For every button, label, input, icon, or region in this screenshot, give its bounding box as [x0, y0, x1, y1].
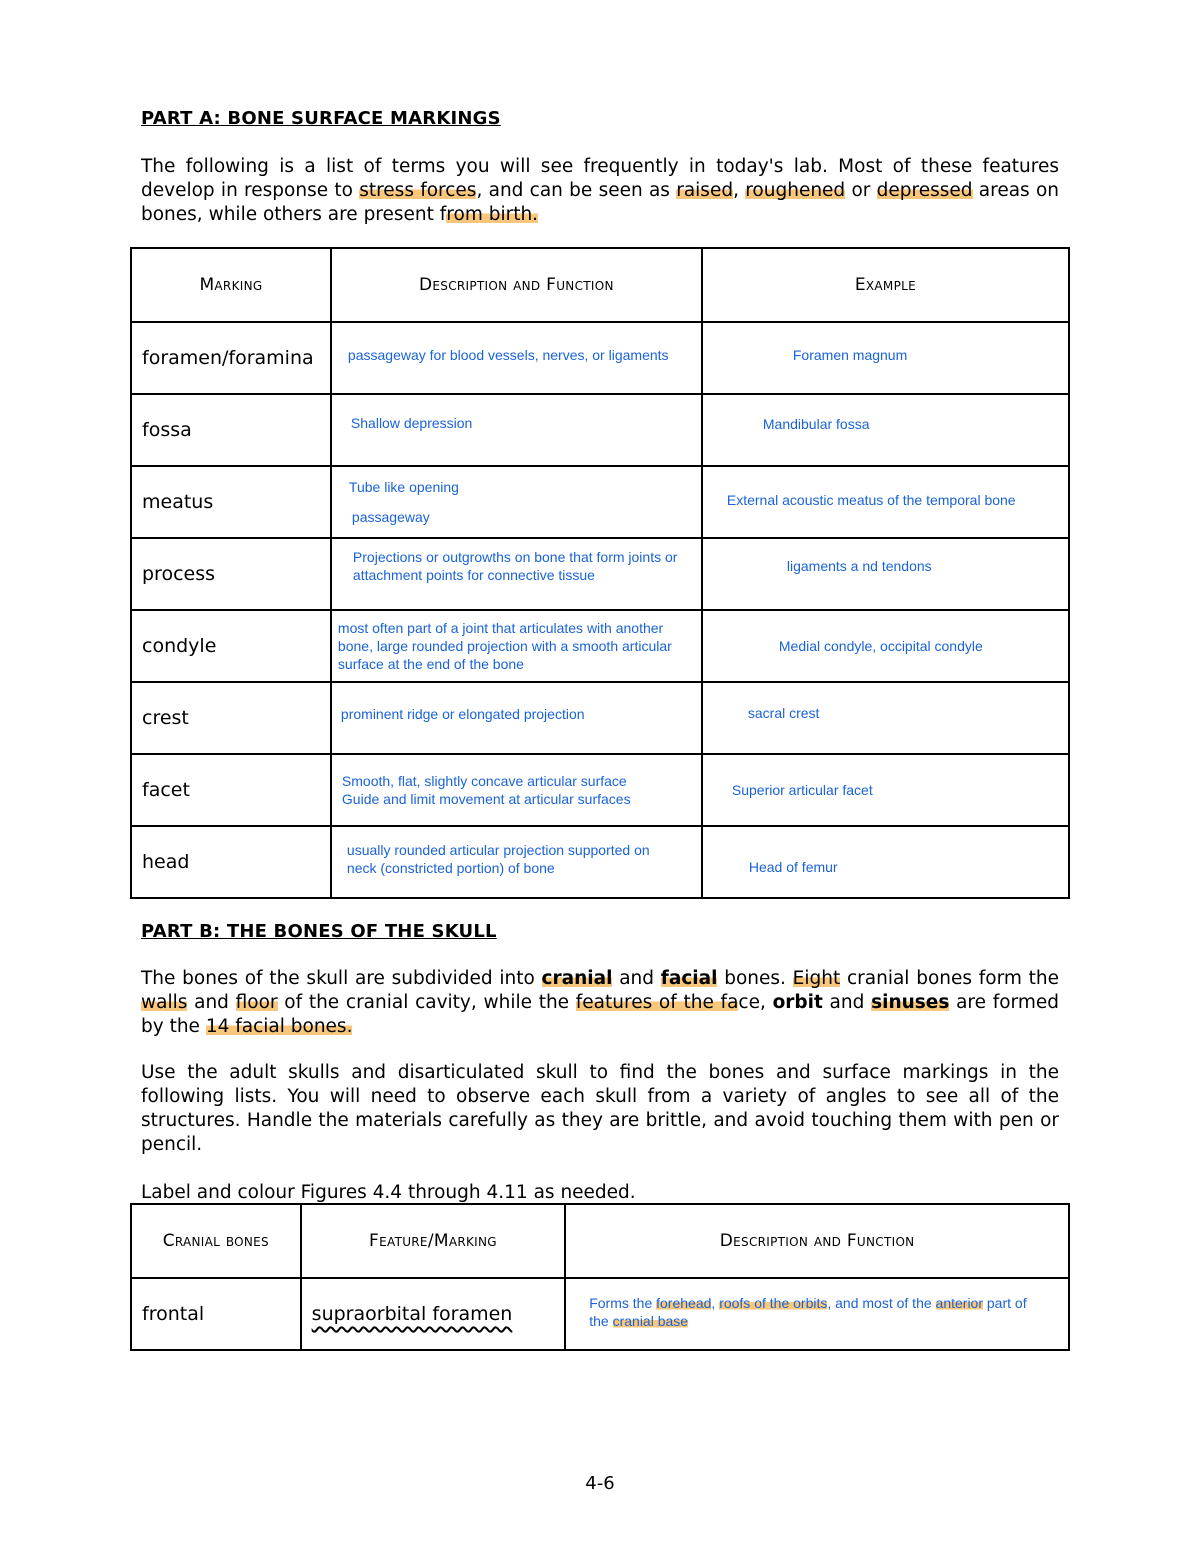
highlight-bold: cranial — [541, 968, 613, 989]
highlight: roofs of the orbits — [719, 1295, 828, 1311]
handwritten-description: usually rounded articular projection supported on neck (constricted portion) of bone — [346, 842, 650, 876]
header-cranial-bones: Cranial bones — [131, 1204, 301, 1278]
description-cell — [331, 394, 702, 466]
example-cell — [702, 610, 1069, 682]
header-description: Description and Function — [565, 1204, 1069, 1278]
highlight: features of the fa — [575, 992, 739, 1013]
description-cell — [331, 610, 702, 682]
term-cell: fossa — [131, 394, 331, 466]
handwritten-example: sacral crest — [747, 705, 820, 721]
description-cell — [331, 322, 702, 394]
header-example: Example — [702, 248, 1069, 322]
highlight: cranial base — [612, 1313, 689, 1329]
part-b-instructions: Use the adult skulls and disarticulated skull to find the bones and surface markings in the following lists. You will need to observe each skull from a variety of angles to see all of the structures. Handle the materials carefully as they are brittle, and avoid touching them with pen or pencil. — [141, 1062, 1059, 1155]
page-number: 4-6 — [585, 1473, 615, 1494]
table-header-row — [131, 248, 1069, 322]
highlight: raised — [676, 180, 734, 201]
handwritten-description: prominent ridge or elongated projection — [340, 706, 585, 722]
handwritten-example: Mandibular fossa — [762, 416, 870, 432]
highlight: walls — [141, 992, 188, 1013]
highlight-bold: facial — [660, 968, 718, 989]
table-row — [131, 754, 1069, 826]
handwritten-description: passageway for blood vessels, nerves, or ligaments — [347, 347, 669, 363]
handwritten-description: Projections or outgrowths on bone that form joints or attachment points for connective tissue — [352, 549, 678, 583]
description-cell — [331, 826, 702, 898]
handwritten-example: ligaments a nd tendons — [786, 558, 932, 574]
table-row — [131, 538, 1069, 610]
handwritten-example: Superior articular facet — [731, 782, 873, 798]
handwritten-description: most often part of a joint that articulates with another bone, large rounded projection with a smooth articular surface at the end of the bone — [337, 620, 672, 672]
example-cell — [702, 466, 1069, 538]
highlight: floor — [235, 992, 278, 1013]
example-cell — [702, 682, 1069, 754]
highlight: stress forces — [359, 180, 477, 201]
table-row — [131, 826, 1069, 898]
highlight: roughened — [745, 180, 846, 201]
highlight-bold: sinuses — [871, 992, 950, 1013]
header-description: Description and Function — [331, 248, 702, 322]
description-cell — [565, 1278, 1069, 1350]
bone-cell: frontal — [131, 1278, 301, 1350]
handwritten-description: Forms the forehead, roofs of the orbits, and most of the anterior part of the cranial base — [589, 1295, 1027, 1329]
highlight: 14 facial bones. — [205, 1016, 353, 1037]
description-cell — [331, 682, 702, 754]
description-cell — [331, 466, 702, 538]
example-cell — [702, 754, 1069, 826]
part-b-heading: PART B: THE BONES OF THE SKULL — [141, 921, 497, 942]
handwritten-example: Medial condyle, occipital condyle — [778, 638, 983, 654]
part-a-intro: The following is a list of terms you will see frequently in today's lab. Most of these features develop in response to stress forces, and can be seen as raised, roughened or depressed areas on bones, while others are present from birth. — [141, 156, 1059, 225]
table-row — [131, 394, 1069, 466]
table-row — [131, 466, 1069, 538]
bold-term: orbit — [772, 992, 823, 1013]
handwritten-example: External acoustic meatus of the temporal bone — [726, 492, 1016, 508]
header-feature: Feature/Marking — [301, 1204, 566, 1278]
table-header-row — [131, 1204, 1069, 1278]
example-cell — [702, 826, 1069, 898]
highlight: forehead — [656, 1295, 712, 1311]
table-row — [131, 610, 1069, 682]
highlight: rom birth. — [446, 204, 539, 225]
cranial-bones-table — [130, 1203, 1070, 1351]
feature-cell — [301, 1278, 566, 1350]
part-a-heading: PART A: BONE SURFACE MARKINGS — [141, 108, 501, 129]
part-b-intro: The bones of the skull are subdivided into cranial and facial bones. Eight cranial bones form the walls and floor of the cranial cavity, while the features of the face, orbit and sinuses are formed by the 14 facial bones. — [141, 968, 1060, 1037]
description-cell — [331, 538, 702, 610]
highlight: Eight — [792, 968, 841, 989]
header-marking: Marking — [131, 248, 331, 322]
term-cell: condyle — [131, 610, 331, 682]
table-row — [131, 1278, 1069, 1350]
term-cell: process — [131, 538, 331, 610]
example-cell — [702, 322, 1069, 394]
part-b-label-note: Label and colour Figures 4.4 through 4.11 as needed. — [141, 1182, 636, 1203]
handwritten-description: Shallow depression — [350, 415, 473, 431]
term-cell: facet — [131, 754, 331, 826]
example-cell — [702, 394, 1069, 466]
term-cell: head — [131, 826, 331, 898]
table-row — [131, 682, 1069, 754]
term-cell: foramen/foramina — [131, 322, 331, 394]
term-cell: crest — [131, 682, 331, 754]
feature-text: supraorbital foramen — [311, 1303, 513, 1325]
handwritten-description: Smooth, flat, slightly concave articular surface Guide and limit movement at articular surfaces — [341, 773, 631, 807]
handwritten-example: Head of femur — [748, 859, 838, 875]
highlight: depressed — [876, 180, 973, 201]
handwritten-example: Foramen magnum — [792, 347, 908, 363]
highlight: anterior — [935, 1295, 983, 1311]
bone-markings-table — [130, 247, 1070, 899]
example-cell — [702, 538, 1069, 610]
description-cell — [331, 754, 702, 826]
handwritten-description-2: passageway — [351, 509, 430, 525]
handwritten-description: Tube like opening — [348, 479, 459, 495]
term-cell: meatus — [131, 466, 331, 538]
table-row — [131, 322, 1069, 394]
